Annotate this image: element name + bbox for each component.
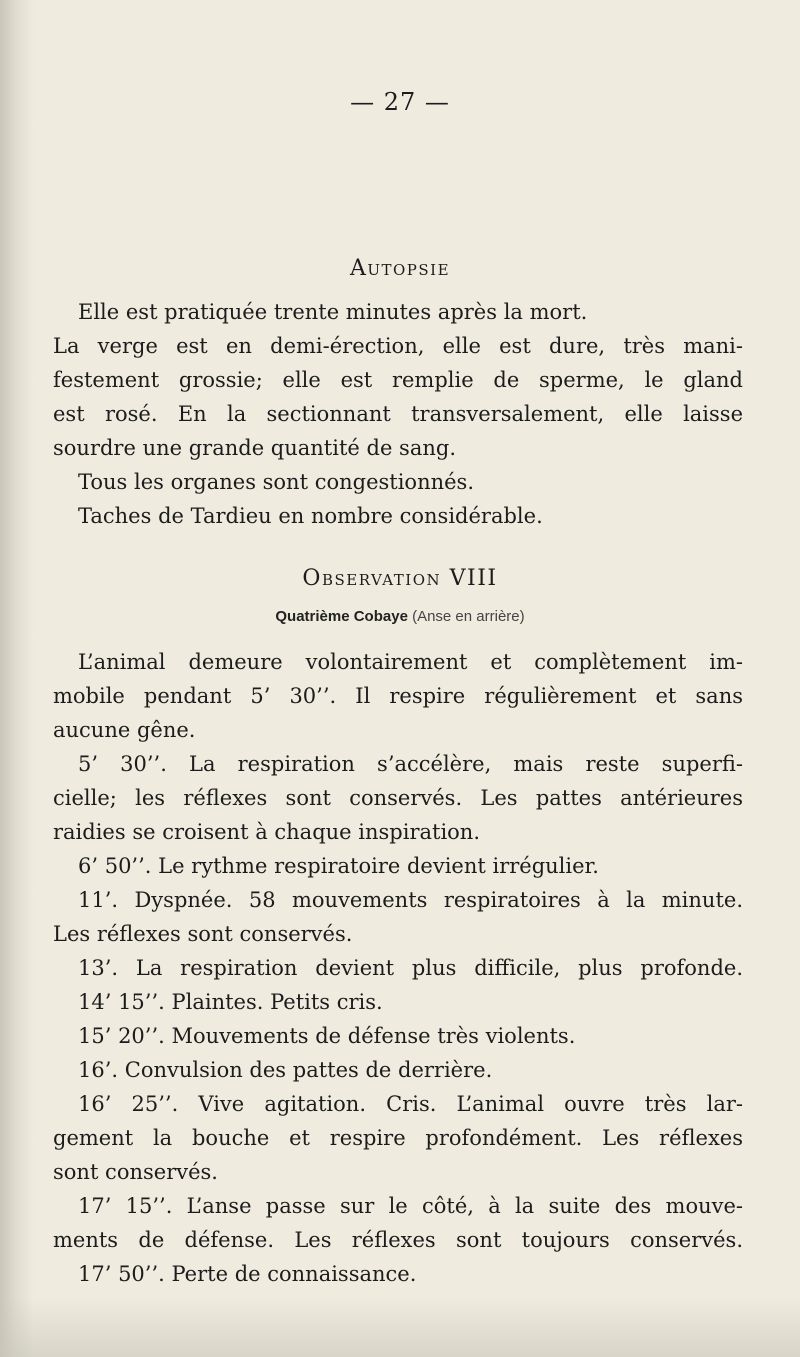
text-line: 6’ 50’’. Le rythme respiratoire devient irrégulier.	[78, 854, 599, 878]
text-line: 11’. Dyspnée. 58 mouvements respiratoires à la minute.	[78, 888, 743, 912]
text-line: 13’. La respiration devient plus difficile, plus profonde.	[78, 956, 743, 980]
text-line: 17’ 50’’. Perte de connaissance.	[78, 1262, 417, 1286]
text-line: Tous les organes sont congestionnés.	[78, 470, 475, 494]
text-line: cielle; les réflexes sont conservés. Les pattes antérieures	[53, 786, 743, 810]
text-line: Taches de Tardieu en nombre considérable.	[78, 504, 543, 528]
text-line: ments de défense. Les réflexes sont toujours conservés.	[53, 1228, 743, 1252]
section-subheading	[0, 608, 800, 625]
subheading-title: Quatrième Cobaye	[275, 608, 408, 625]
text-line: raidies se croisent à chaque inspiration.	[53, 820, 481, 844]
text-line: festement grossie; elle est remplie de sperme, le gland	[53, 368, 743, 392]
text-line: 14’ 15’’. Plaintes. Petits cris.	[78, 990, 383, 1014]
text-line: gement la bouche et respire profondément. Les réflexes	[53, 1126, 743, 1150]
text-line: 17’ 15’’. L’anse passe sur le côté, à la suite des mouve-	[78, 1194, 743, 1218]
text-line: 16’. Convulsion des pattes de derrière.	[78, 1058, 493, 1082]
text-line: 15’ 20’’. Mouvements de défense très violents.	[78, 1024, 576, 1048]
text-line: L’animal demeure volontairement et complètement im-	[78, 650, 743, 674]
text-line: 16’ 25’’. Vive agitation. Cris. L’animal ouvre très lar-	[78, 1092, 743, 1116]
section-heading-autopsie: Autopsie	[349, 256, 451, 281]
text-line: Les réflexes sont conservés.	[53, 922, 353, 946]
page-number: — 27 —	[350, 88, 450, 116]
text-line: sourdre une grande quantité de sang.	[53, 436, 456, 460]
text-line: mobile pendant 5’ 30’’. Il respire régulièrement et sans	[53, 684, 743, 708]
text-line: est rosé. En la sectionnant transversalement, elle laisse	[53, 402, 743, 426]
text-line: sont conservés.	[53, 1160, 218, 1184]
subheading-note: (Anse en arrière)	[412, 608, 525, 625]
text-line: 5’ 30’’. La respiration s’accélère, mais reste superfi-	[78, 752, 743, 776]
text-line: Elle est pratiquée trente minutes après la mort.	[78, 300, 588, 324]
text-line: La verge est en demi-érection, elle est dure, très mani-	[53, 334, 743, 358]
text-line: aucune gêne.	[53, 718, 196, 742]
section-heading-observation: Observation VIII	[302, 566, 498, 591]
